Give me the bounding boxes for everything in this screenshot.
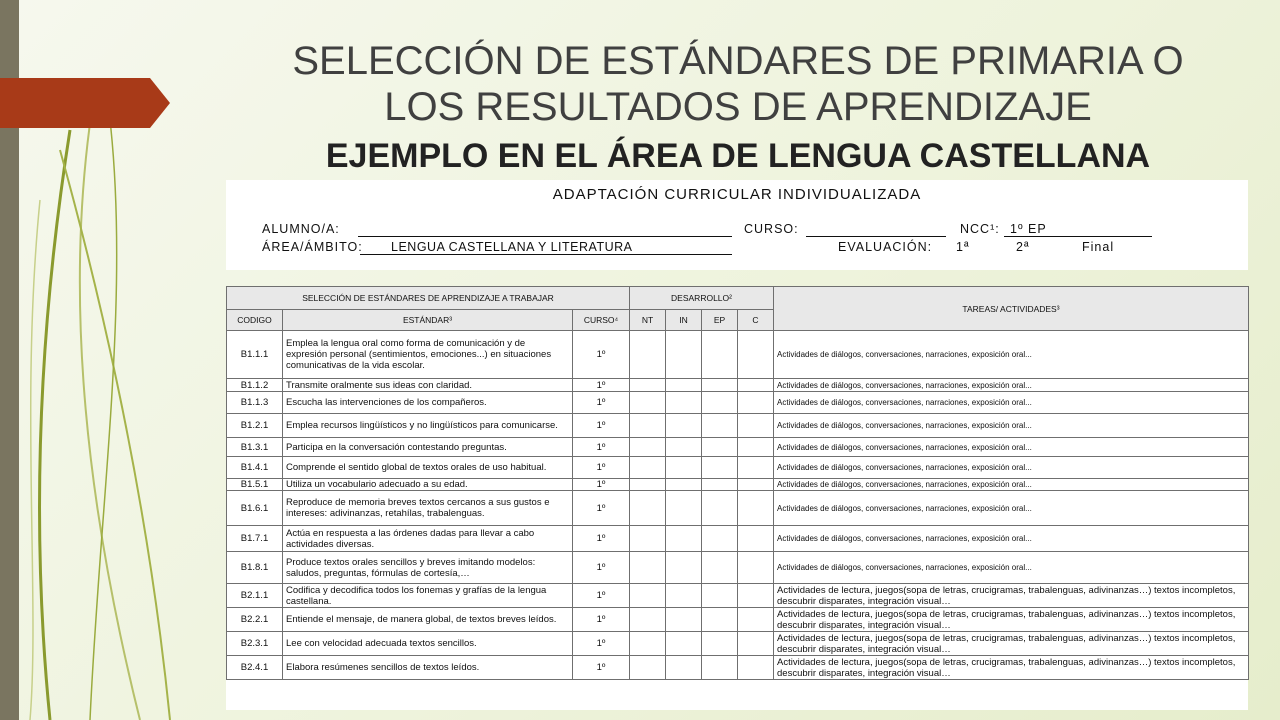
- row-tarea: Actividades de diálogos, conversaciones, narraciones, exposición oral...: [774, 331, 1249, 379]
- table-row: [227, 331, 1249, 379]
- row-curso: 1º: [573, 552, 630, 584]
- row-code: B1.5.1: [227, 479, 283, 491]
- row-nt-cell: [630, 632, 666, 656]
- row-standard: Comprende el sentido global de textos orales de uso habitual.: [283, 457, 573, 479]
- row-code: B1.3.1: [227, 438, 283, 457]
- row-tarea: Actividades de diálogos, conversaciones, narraciones, exposición oral...: [774, 457, 1249, 479]
- row-c-cell: [738, 632, 774, 656]
- row-ep-cell: [702, 457, 738, 479]
- row-nt-cell: [630, 457, 666, 479]
- row-standard: Participa en la conversación contestando preguntas.: [283, 438, 573, 457]
- row-ep-cell: [702, 438, 738, 457]
- area-label: ÁREA/ÁMBITO:: [262, 240, 363, 254]
- row-nt-cell: [630, 414, 666, 438]
- row-c-cell: [738, 608, 774, 632]
- row-in-cell: [666, 479, 702, 491]
- ncc-label: NCC¹:: [960, 222, 1000, 236]
- row-curso: 1º: [573, 608, 630, 632]
- row-code: B2.4.1: [227, 656, 283, 680]
- slide-title-line2: LOS RESULTADOS DE APRENDIZAJE: [384, 85, 1092, 129]
- row-curso: 1º: [573, 584, 630, 608]
- title-arrow-tab: [0, 78, 170, 128]
- row-in-cell: [666, 457, 702, 479]
- row-standard: Transmite oralmente sus ideas con claridad.: [283, 379, 573, 392]
- row-curso: 1º: [573, 656, 630, 680]
- row-code: B2.2.1: [227, 608, 283, 632]
- row-c-cell: [738, 457, 774, 479]
- row-in-cell: [666, 379, 702, 392]
- slide-title-line1: SELECCIÓN DE ESTÁNDARES DE PRIMARIA O: [292, 39, 1184, 83]
- row-ep-cell: [702, 526, 738, 552]
- row-in-cell: [666, 491, 702, 526]
- row-in-cell: [666, 584, 702, 608]
- row-ep-cell: [702, 392, 738, 414]
- header-ep: EP: [702, 310, 738, 331]
- row-standard: Produce textos orales sencillos y breves imitando modelos: saludos, preguntas, fórmulas de cortesía,…: [283, 552, 573, 584]
- row-curso: 1º: [573, 479, 630, 491]
- row-c-cell: [738, 526, 774, 552]
- row-in-cell: [666, 656, 702, 680]
- table-row: [227, 392, 1249, 414]
- row-tarea: Actividades de diálogos, conversaciones, narraciones, exposición oral...: [774, 414, 1249, 438]
- row-curso: 1º: [573, 457, 630, 479]
- header-curso: CURSO⁴: [573, 310, 630, 331]
- row-tarea: Actividades de diálogos, conversaciones, narraciones, exposición oral...: [774, 379, 1249, 392]
- row-in-cell: [666, 632, 702, 656]
- header-codigo: CODIGO: [227, 310, 283, 331]
- row-ep-cell: [702, 491, 738, 526]
- row-nt-cell: [630, 584, 666, 608]
- curso-field: [806, 236, 946, 237]
- row-ep-cell: [702, 379, 738, 392]
- row-tarea: Actividades de diálogos, conversaciones, narraciones, exposición oral...: [774, 552, 1249, 584]
- table-row: [227, 491, 1249, 526]
- eval-final: Final: [1082, 240, 1115, 254]
- row-in-cell: [666, 331, 702, 379]
- aci-form-header: [226, 180, 1248, 270]
- row-ep-cell: [702, 584, 738, 608]
- row-curso: 1º: [573, 331, 630, 379]
- row-c-cell: [738, 379, 774, 392]
- row-curso: 1º: [573, 632, 630, 656]
- header-in: IN: [666, 310, 702, 331]
- row-standard: Entiende el mensaje, de manera global, de textos breves leídos.: [283, 608, 573, 632]
- curso-label: CURSO:: [744, 222, 799, 236]
- row-ep-cell: [702, 552, 738, 584]
- ncc-value: 1º EP: [1010, 222, 1047, 236]
- row-tarea: Actividades de diálogos, conversaciones, narraciones, exposición oral...: [774, 491, 1249, 526]
- row-tarea: Actividades de diálogos, conversaciones, narraciones, exposición oral...: [774, 392, 1249, 414]
- table-row: [227, 379, 1249, 392]
- header-c: C: [738, 310, 774, 331]
- standards-table-container: [226, 286, 1248, 710]
- row-code: B2.3.1: [227, 632, 283, 656]
- row-tarea: Actividades de diálogos, conversaciones, narraciones, exposición oral...: [774, 479, 1249, 491]
- row-code: B1.7.1: [227, 526, 283, 552]
- row-nt-cell: [630, 608, 666, 632]
- row-standard: Codifica y decodifica todos los fonemas y grafías de la lengua castellana.: [283, 584, 573, 608]
- row-code: B1.1.2: [227, 379, 283, 392]
- row-standard: Emplea recursos lingüísticos y no lingüísticos para comunicarse.: [283, 414, 573, 438]
- row-nt-cell: [630, 552, 666, 584]
- row-code: B2.1.1: [227, 584, 283, 608]
- area-value: LENGUA CASTELLANA Y LITERATURA: [391, 240, 633, 254]
- row-tarea: Actividades de lectura, juegos(sopa de letras, crucigramas, trabalenguas, adivinanzas…) textos incompletos, descubrir disparates, integración visual…: [774, 632, 1249, 656]
- row-ep-cell: [702, 331, 738, 379]
- table-row: [227, 608, 1249, 632]
- row-standard: Lee con velocidad adecuada textos sencillos.: [283, 632, 573, 656]
- row-c-cell: [738, 584, 774, 608]
- row-in-cell: [666, 608, 702, 632]
- row-c-cell: [738, 656, 774, 680]
- table-row: [227, 584, 1249, 608]
- row-c-cell: [738, 414, 774, 438]
- form-heading: ADAPTACIÓN CURRICULAR INDIVIDUALIZADA: [552, 186, 922, 203]
- row-standard: Reproduce de memoria breves textos cercanos a sus gustos e intereses: adivinanzas, retahílas, trabalenguas.: [283, 491, 573, 526]
- row-nt-cell: [630, 526, 666, 552]
- standards-table-body: [227, 331, 1249, 680]
- row-c-cell: [738, 491, 774, 526]
- row-code: B1.4.1: [227, 457, 283, 479]
- eval-second: 2ª: [1016, 240, 1030, 254]
- row-ep-cell: [702, 656, 738, 680]
- row-c-cell: [738, 479, 774, 491]
- row-c-cell: [738, 331, 774, 379]
- row-curso: 1º: [573, 526, 630, 552]
- row-code: B1.1.3: [227, 392, 283, 414]
- area-field: [360, 254, 732, 255]
- row-nt-cell: [630, 479, 666, 491]
- table-row: [227, 457, 1249, 479]
- row-code: B1.1.1: [227, 331, 283, 379]
- row-in-cell: [666, 438, 702, 457]
- table-row: [227, 438, 1249, 457]
- header-standards-group: SELECCIÓN DE ESTÁNDARES DE APRENDIZAJE A TRABAJAR: [227, 287, 630, 310]
- row-curso: 1º: [573, 491, 630, 526]
- row-standard: Elabora resúmenes sencillos de textos leídos.: [283, 656, 573, 680]
- row-curso: 1º: [573, 438, 630, 457]
- table-row: [227, 526, 1249, 552]
- row-in-cell: [666, 552, 702, 584]
- row-c-cell: [738, 392, 774, 414]
- header-tareas: TAREAS/ ACTIVIDADES³: [774, 287, 1249, 331]
- row-ep-cell: [702, 414, 738, 438]
- ncc-field: [1004, 236, 1152, 237]
- row-in-cell: [666, 526, 702, 552]
- header-desarrollo: DESARROLLO²: [630, 287, 774, 310]
- row-nt-cell: [630, 656, 666, 680]
- row-curso: 1º: [573, 414, 630, 438]
- row-code: B1.2.1: [227, 414, 283, 438]
- row-standard: Utiliza un vocabulario adecuado a su edad.: [283, 479, 573, 491]
- row-tarea: Actividades de diálogos, conversaciones, narraciones, exposición oral...: [774, 526, 1249, 552]
- row-ep-cell: [702, 632, 738, 656]
- eval-first: 1ª: [956, 240, 970, 254]
- row-ep-cell: [702, 479, 738, 491]
- row-curso: 1º: [573, 379, 630, 392]
- row-in-cell: [666, 392, 702, 414]
- row-tarea: Actividades de lectura, juegos(sopa de letras, crucigramas, trabalenguas, adivinanzas…) textos incompletos, descubrir disparates, integración visual…: [774, 584, 1249, 608]
- row-tarea: Actividades de lectura, juegos(sopa de letras, crucigramas, trabalenguas, adivinanzas…) textos incompletos, descubrir disparates, integración visual…: [774, 656, 1249, 680]
- row-tarea: Actividades de diálogos, conversaciones, narraciones, exposición oral...: [774, 438, 1249, 457]
- row-nt-cell: [630, 331, 666, 379]
- row-in-cell: [666, 414, 702, 438]
- header-nt: NT: [630, 310, 666, 331]
- evaluacion-label: EVALUACIÓN:: [838, 240, 933, 254]
- row-standard: Actúa en respuesta a las órdenes dadas para llevar a cabo actividades diversas.: [283, 526, 573, 552]
- row-code: B1.8.1: [227, 552, 283, 584]
- table-row: [227, 479, 1249, 491]
- standards-table: [226, 286, 1249, 680]
- row-c-cell: [738, 438, 774, 457]
- table-row: [227, 632, 1249, 656]
- row-nt-cell: [630, 491, 666, 526]
- row-tarea: Actividades de lectura, juegos(sopa de letras, crucigramas, trabalenguas, adivinanzas…) textos incompletos, descubrir disparates, integración visual…: [774, 608, 1249, 632]
- header-estandar: ESTÁNDAR³: [283, 310, 573, 331]
- table-row: [227, 414, 1249, 438]
- slide-subtitle: EJEMPLO EN EL ÁREA DE LENGUA CASTELLANA: [325, 137, 1151, 175]
- table-row: [227, 552, 1249, 584]
- row-c-cell: [738, 552, 774, 584]
- row-curso: 1º: [573, 392, 630, 414]
- alumno-field: [358, 236, 732, 237]
- row-nt-cell: [630, 438, 666, 457]
- row-nt-cell: [630, 379, 666, 392]
- row-standard: Escucha las intervenciones de los compañeros.: [283, 392, 573, 414]
- row-standard: Emplea la lengua oral como forma de comunicación y de expresión personal (sentimientos, emociones...) en situaciones comunicativas de la vida escolar.: [283, 331, 573, 379]
- row-nt-cell: [630, 392, 666, 414]
- row-ep-cell: [702, 608, 738, 632]
- table-row: [227, 656, 1249, 680]
- row-code: B1.6.1: [227, 491, 283, 526]
- alumno-label: ALUMNO/A:: [262, 222, 340, 236]
